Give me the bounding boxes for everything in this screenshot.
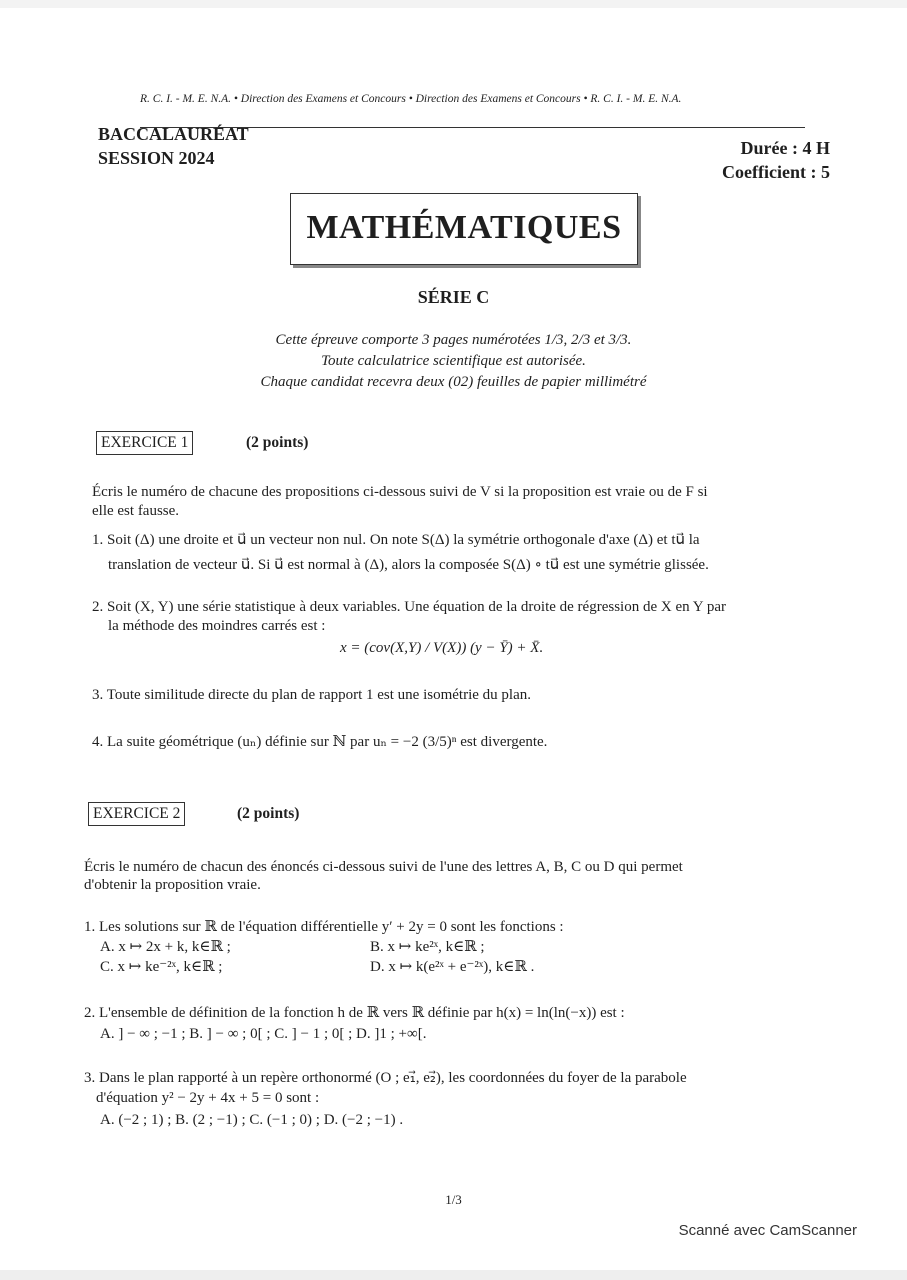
exercise-1-label: EXERCICE 1 (96, 431, 193, 455)
page-number: 1/3 (445, 1192, 462, 1207)
header-line: R. C. I. - M. E. N.A. • Direction des Examens et Concours • Direction des Examens et Concours • R. C. I. - M. E. N.A. (140, 93, 682, 105)
ex1-question-4: 4. La suite géométrique (uₙ) définie sur ℕ par uₙ = −2 (3/5)ⁿ est divergente. (92, 734, 548, 750)
intro-block (0, 330, 907, 393)
camscanner-watermark: Scanné avec CamScanner (678, 1222, 857, 1239)
intro-line: Toute calculatrice scientifique est autorisée. (321, 353, 586, 369)
exam-duration: Durée : 4 H (740, 138, 830, 158)
ex2-q1-option-b: B. x ↦ ke²ˣ, k∈ℝ ; (370, 939, 485, 955)
ex1-question-2: la méthode des moindres carrés est : (108, 618, 326, 634)
ex2-instruction: d'obtenir la proposition vraie. (84, 877, 261, 893)
ex1-question-2: 2. Soit (X, Y) une série statistique à deux variables. Une équation de la droite de régression de X en Y par (92, 599, 726, 615)
exam-meta (722, 136, 830, 184)
ex2-q1-option-a: A. x ↦ 2x + k, k∈ℝ ; (100, 939, 231, 955)
serie-label: SÉRIE C (417, 287, 490, 307)
exercise-2-points: (2 points) (237, 805, 300, 822)
ex2-question-3: 3. Dans le plan rapporté à un repère orthonormé (O ; e₁⃗, e₂⃗), les coordonnées du foyer de la parabole (84, 1070, 687, 1086)
ex2-question-1: 1. Les solutions sur ℝ de l'équation différentielle y′ + 2y = 0 sont les fonctions : (84, 919, 564, 935)
ex1-question-1: translation de vecteur u⃗. Si u⃗ est normal à (Δ), alors la composée S(Δ) ∘ tu⃗ est une symétrie glissée. (108, 557, 709, 573)
ex2-question-2: 2. L'ensemble de définition de la fonction h de ℝ vers ℝ définie par h(x) = ln(ln(−x)) est : (84, 1005, 625, 1021)
ex2-instruction: Écris le numéro de chacun des énoncés ci-dessous suivi de l'une des lettres A, B, C ou D qui permet (84, 859, 683, 875)
ex2-question-3: d'équation y² − 2y + 4x + 5 = 0 sont : (96, 1090, 320, 1106)
ex2-q2-options: A. ] − ∞ ; −1 ; B. ] − ∞ ; 0[ ; C. ] − 1 ; 0[ ; D. ]1 ; +∞[. (100, 1026, 427, 1042)
ex1-instruction: elle est fausse. (92, 503, 180, 519)
exam-coefficient: Coefficient : 5 (722, 162, 830, 182)
ex2-q3-options: A. (−2 ; 1) ; B. (2 ; −1) ; C. (−1 ; 0) ; D. (−2 ; −1) . (100, 1112, 404, 1128)
ex1-question-3: 3. Toute similitude directe du plan de rapport 1 est une isométrie du plan. (92, 687, 531, 703)
ex1-question-1: 1. Soit (Δ) une droite et u⃗ un vecteur non nul. On note S(Δ) la symétrie orthogonale d'axe (Δ) et tu⃗ la (92, 532, 700, 548)
exam-name: BACCALAURÉAT (98, 124, 249, 144)
intro-line: Cette épreuve comporte 3 pages numérotées 1/3, 2/3 et 3/3. (275, 332, 632, 348)
page-title: MATHÉMATIQUES (306, 209, 622, 246)
exercise-2-label: EXERCICE 2 (88, 802, 185, 826)
ex1-instruction: Écris le numéro de chacune des propositions ci-dessous suivi de V si la proposition est vraie ou de F si (92, 484, 708, 500)
exercise-1-points: (2 points) (246, 434, 309, 451)
scan-border-top (0, 0, 907, 8)
exam-info (98, 122, 249, 170)
scan-border-bottom (0, 1270, 907, 1280)
title-box (290, 193, 638, 265)
intro-line: Chaque candidat recevra deux (02) feuilles de papier millimétré (260, 374, 647, 390)
ex2-q1-option-c: C. x ↦ ke⁻²ˣ, k∈ℝ ; (100, 959, 223, 975)
ex2-q1-option-d: D. x ↦ k(e²ˣ + e⁻²ˣ), k∈ℝ . (370, 959, 535, 975)
regression-formula: x = (cov(X,Y) / V(X)) (y − Ȳ) + X̄. (340, 640, 544, 656)
exam-session: SESSION 2024 (98, 148, 215, 168)
